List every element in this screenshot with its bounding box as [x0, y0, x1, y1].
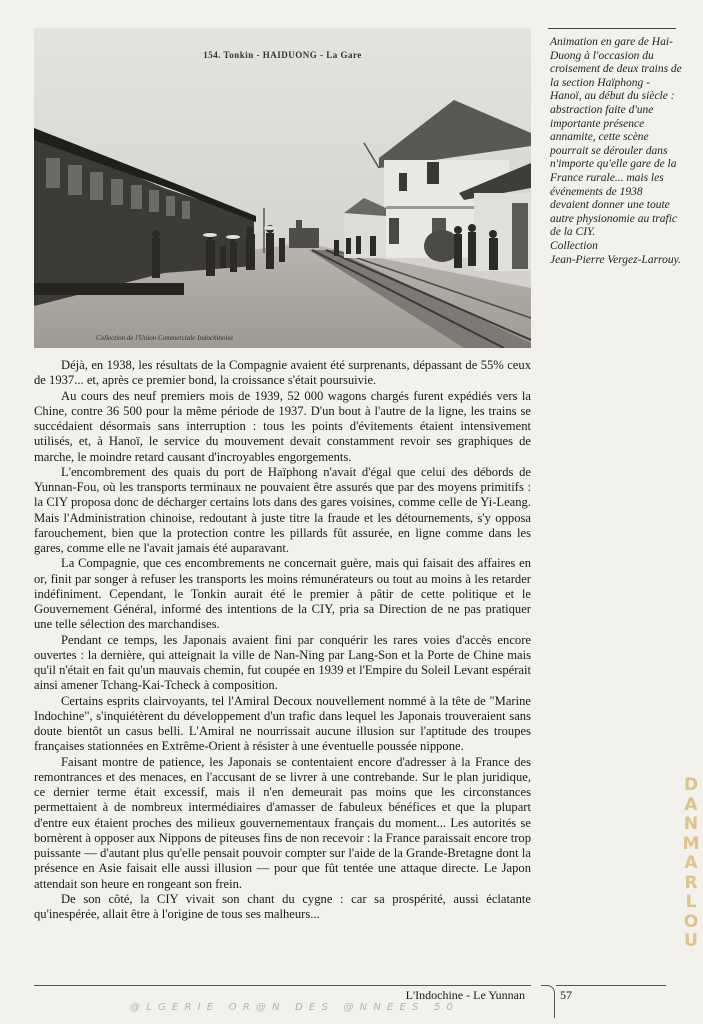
- watermark-letter: U: [684, 931, 698, 951]
- watermark-letter: N: [683, 814, 699, 834]
- watermark-letter: O: [683, 911, 699, 932]
- paragraph: Au cours des neuf premiers mois de 1939, 52 000 wagons chargés furent expédiés vers la Chine, contre 36 500 pour la même période de 1937. D'un bout à l'autre de la ligne, les trains se succédaient désormais sans interruption : tous les points d'évitements étaient intensivement utilisés, et, à Hanoï, le service du mouvement devait constamment revoir ses graphiques de marche, le moindre retard causant d'incroyables engorgements.: [34, 388, 531, 464]
- photo-credit: Collection de l'Union Commerciale Indochinoise: [96, 334, 234, 342]
- watermark-bottom: @LGERIE OR@N DES @NNEES 50: [130, 1002, 460, 1013]
- caption-rule: [548, 28, 676, 29]
- watermark-letter: L: [685, 892, 697, 912]
- paragraph: De son côté, la CIY vivait son chant du cygne : car sa prospérité, aussi éclatante qu'inespérée, allait être à l'origine de tous ses malheurs...: [34, 891, 531, 921]
- station-photo: [34, 28, 531, 348]
- watermark-side: [679, 776, 703, 952]
- footer-rule-right: [556, 985, 666, 986]
- paragraph: La Compagnie, que ces encombrements ne concernait guère, mais qui faisait des affaires en or, finit par songer à refuser les transports les moins rémunérateurs ou tout au moins à les retarder indéfiniment. Cependant, le Tonkin aurait été le premier à pâtir de cette politique et le Gouvernement Général, informé des intentions de la CIY, pria sa Direction de ne pas pratiquer une telle sélection des marchandises.: [34, 556, 531, 632]
- caption-credit-label: Collection: [550, 239, 598, 252]
- running-footer-title: L'Indochine - Le Yunnan: [405, 988, 525, 1002]
- caption-text: Animation en gare de Hai-Duong à l'occasion du croisement de deux trains de la section Haïphong - Hanoï, au début du siècle : abstraction faite d'une importante présence annamite, cette scène pourrait se dérouler dans n'importe qu'elle gare de la France rurale... mais les événements de 1938 devaient donner une toute autre physionomie au trafic de la CIY.: [550, 36, 682, 239]
- watermark-letter: A: [684, 853, 698, 873]
- paragraph: Pendant ce temps, les Japonais avaient fini par conquérir les rares voies d'accès encore ouvertes : la dernière, qui atteignait la ville de Nan-Ning par Lang-Son et la Porte de Chine mais qu'il n'était en fait qu'un mauvais chemin, fut coupée en 1939 et l'Empire du Soleil Levant espérait ainsi amener Tchang-Kai-Tcheck à composition.: [34, 632, 531, 693]
- paragraph: L'encombrement des quais du port de Haïphong n'avait d'égal que celui des débords de Yunnan-Fou, où les transports terminaux ne pouvaient être assurés que par des moyens primitifs : la CIY proposa donc de décharger certains lots dans des gares voisines, comme celle de Yi-Leang. Mais l'Administration chinoise, redoutant à juste titre la fraude et les détournements, s'y opposa farouchement, bien que la protection contre les pillards fût assurée, en ligne comme dans les gares, comme elle ne l'avait jamais été auparavant.: [34, 464, 531, 555]
- page-number: 57: [560, 988, 572, 1002]
- footer-rule: [34, 985, 531, 986]
- watermark-letter: M: [682, 833, 700, 854]
- photo-caption: [550, 36, 682, 267]
- watermark-letter: R: [684, 872, 698, 893]
- watermark-letter: D: [683, 775, 699, 795]
- photo-title: 154. Tonkin - HAIDUONG - La Gare: [203, 50, 362, 60]
- paragraph: Faisant montre de patience, les Japonais se contentaient encore d'adresser à la France des remontrances et des menaces, en l'accusant de se livrer à une contrebande. Sur le plan juridique, ce dernier terme était excessif, mais il n'en demeurait pas moins que les circonstances permettaient à de nombreux intermédiaires d'amasser de fabuleux bénéfices et que la plupart d'entre eux étaient proches des milieux gouvernementaux français du moment... Les autorités se bornèrent à opposer aux Nippons de piteuses fins de non recevoir : la France paraissait encore trop puissante — d'autant plus qu'elle pensait pouvoir compter sur l'aide de la Grande-Bretagne dont la présence en Asie faisait elle aussi illusion — pour que fût tentée une attaque directe. Le Japon attendait son heure en rongeant son frein.: [34, 754, 531, 891]
- paragraph: Déjà, en 1938, les résultats de la Compagnie avaient été surprenants, dépassant de 55% ceux de 1937... et, après ce premier bond, la croissance s'était poursuivie.: [34, 358, 531, 388]
- paragraph: Certains esprits clairvoyants, tel l'Amiral Decoux nouvellement nommé à la tête de "Marine Indochine", s'inquiétèrent du développement d'un trafic dans lequel les Japonais trouveraient sans doute bientôt un casus belli. L'Amiral ne nourrissait aucune illusion sur l'aptitude des troupes françaises stationnées en Extrême-Orient à résister à une éventuelle poussée nippone.: [34, 693, 531, 754]
- watermark-letter: A: [684, 794, 698, 815]
- haiduong-station-image: [34, 28, 531, 348]
- caption-credit-name: Jean-Pierre Vergez-Larrouy.: [550, 253, 681, 266]
- article-body: [34, 358, 531, 922]
